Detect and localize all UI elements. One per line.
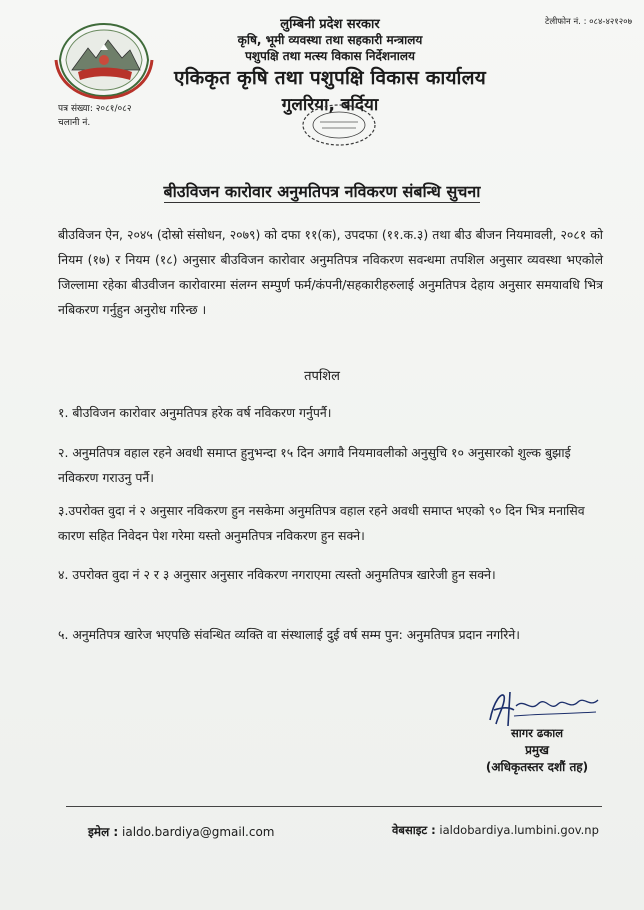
office-name: एकिकृत कृषि तथा पशुपक्षि विकास कार्यालय [174, 67, 486, 89]
ministry-name: कृषि, भूमी व्यवस्था तथा सहकारी मन्त्रालय [237, 33, 423, 47]
signer-rank: (अधिकृतस्तर दशौं तह) [485, 760, 589, 774]
notice-subject: बीउविजन कारोवार अनुमतिपत्र नविकरण संबन्धि सुचना [163, 182, 481, 201]
signer-title: प्रमुख [525, 743, 549, 757]
phone-number: टेलीफोन नं. : ०८४-४२१२०७ [545, 17, 632, 27]
website-label: वेबसाइट : [392, 823, 436, 837]
office-stamp-icon [300, 102, 378, 148]
footer-website [392, 823, 599, 838]
signer-name: सागर ढकाल [510, 726, 564, 740]
nepal-emblem-icon [52, 20, 156, 100]
details-heading: तपशिल [304, 369, 340, 384]
website-link[interactable]: ialdobardiya.lumbini.gov.np [439, 823, 599, 837]
dispatch-number: चलानी नं. [58, 118, 91, 128]
letter-number: पत्र संख्या: २०८१/०८२ [58, 104, 132, 114]
detail-item-1: १. बीउविजन कारोवार अनुमतिपत्र हरेक वर्ष नविकरण गर्नुपर्नै। [58, 405, 332, 420]
detail-item-4: ४. उपरोक्त वुदा नं २ र ३ अनुसार अनुसार नविकरण नगराएमा त्यस्तो अनुमतिपत्र खारेजी हुन सक्ने। [58, 567, 496, 582]
handwritten-signature-icon [484, 686, 604, 730]
footer-divider [66, 806, 602, 807]
directorate-name: पशुपक्षि तथा मत्स्य विकास निर्देशनालय [245, 49, 415, 63]
email-label: इमेल : [88, 825, 119, 839]
email-link[interactable]: ialdo.bardiya@gmail.com [122, 825, 275, 839]
province-government: लुम्बिनी प्रदेश सरकार [280, 17, 380, 32]
notice-body: बीउविजन ऐन, २०४५ (दोस्रो संसोधन, २०७९) को दफा ११(क), उपदफा (११.क.३) तथा बीउ बीजन नियमावली, २०८१ को नियम (१७) र नियम (१८) अनुसार बीउविजन कारोवार अनुमतिपत्र नविकरण सवन्धमा तपशिल अनुसार व्यवस्था भएकोले जिल्लामा रहेका बीउवीजन कारोवारमा संलग्न सम्पुर्ण फर्म/कंपनी/सहकारीहरुलाई अनुमतिपत्र देहाय अनुसार समयावधि भित्र नबिकरण गर्नुहुन अनुरोध गरिन्छ । [58, 227, 603, 317]
office-location: गुलरिया, बर्दिया [281, 95, 379, 115]
detail-item-5: ५. अनुमतिपत्र खारेज भएपछि संवन्धित व्यक्ति वा संस्थालाई दुई वर्ष सम्म पुन: अनुमतिपत्र प्रदान नगरिने। [58, 627, 520, 642]
detail-item-2: २. अनुमतिपत्र वहाल रहने अवधी समाप्त हुनुभन्दा १५ दिन अगावै नियमावलीको अनुसुचि १० अनुसारको शुल्क बुझाई नविकरण गराउनु पर्नै। [58, 445, 571, 485]
footer-email [88, 823, 274, 840]
detail-item-3: ३.उपरोक्त वुदा नं २ अनुसार नविकरण हुन नसकेमा अनुमतिपत्र वहाल रहने अवधी समाप्त भएको ९० दिन भित्र मनासिव कारण सहित निवेदन पेश गरेमा यस्तो अनुमतिपत्र नविकरण हुन सक्ने। [58, 503, 585, 543]
